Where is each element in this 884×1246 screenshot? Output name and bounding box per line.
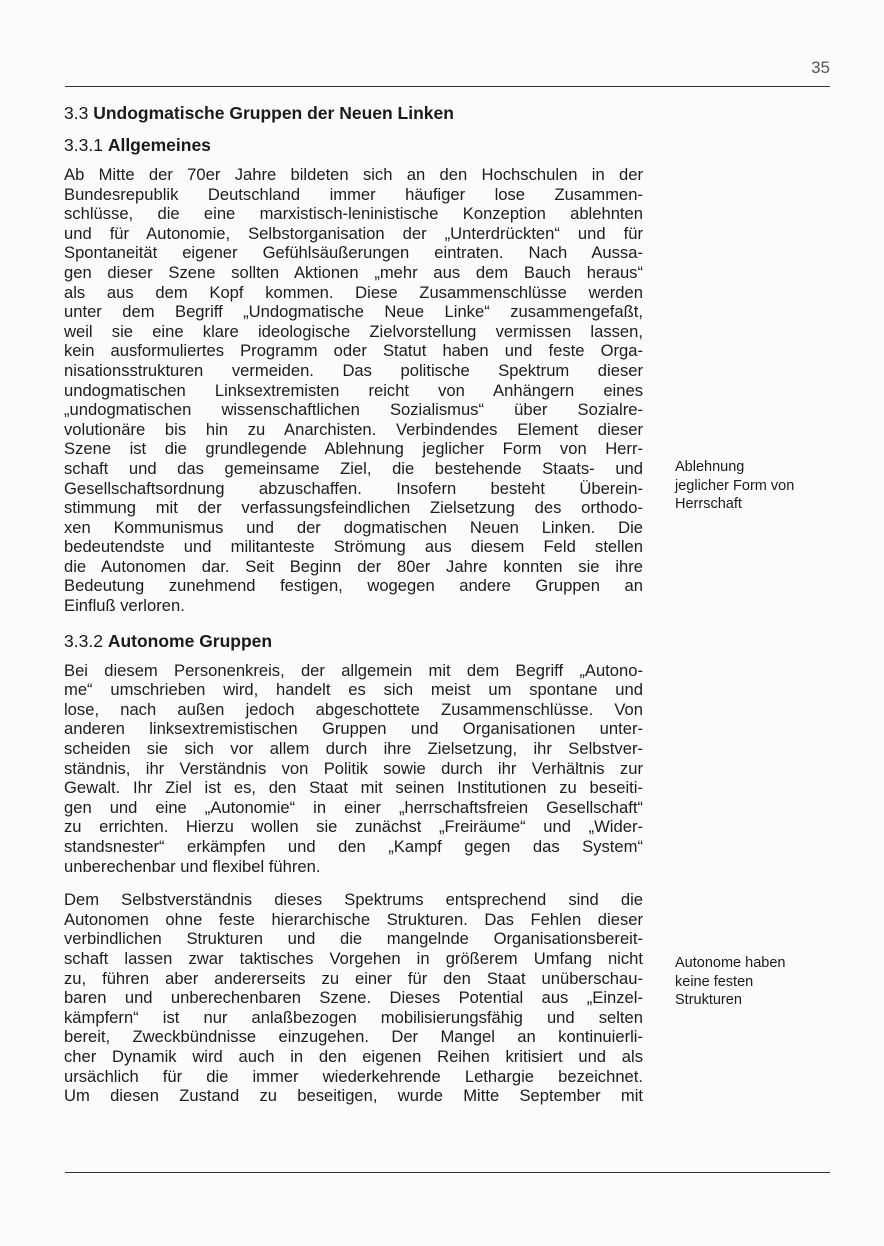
margin-note-line: Strukturen (675, 992, 742, 1008)
text-line: undogmatischen Linksextremisten reicht von Anhängern eines (64, 380, 643, 400)
text-line: die Autonomen dar. Seit Beginn der 80er Jahre konnten sie ihre (64, 556, 643, 576)
text-line: baren und unberechenbaren Szene. Dieses Potential aus „Einzel- (64, 988, 643, 1008)
text-line: schaft und das gemeinsame Ziel, die bestehende Staats- und (64, 458, 643, 478)
text-line: zu errichten. Hierzu wollen sie zunächst „Freiräume“ und „Wider- (64, 817, 643, 837)
text-line: ursächlich für die immer wiederkehrende Lethargie bezeichnet. (64, 1066, 643, 1086)
text-line: Ab Mitte der 70er Jahre bildeten sich an den Hochschulen in der (64, 165, 643, 184)
text-line: standsnester“ erkämpfen und den „Kampf gegen das System“ (64, 837, 643, 856)
text-line: zu, führen aber andererseits zu einer für den Staat unüberschau- (64, 968, 643, 988)
text-line: scheiden sie sich vor allem durch ihre Zielsetzung, ihr Selbstver- (64, 739, 643, 759)
text-line: Um diesen Zustand zu beseitigen, wurde Mitte September mit (64, 1086, 643, 1106)
text-line: me“ umschrieben wird, handelt es sich meist um spontane und (64, 680, 643, 700)
text-line: und für Autonomie, Selbstorganisation der „Unterdrückten“ und für (64, 223, 643, 243)
text-line: kämpfern“ ist nur anlaßbezogen mobilisierungsfähig und selten (64, 1007, 643, 1027)
text-line: bedeutendste und militanteste Strömung aus diesem Feld stellen (64, 537, 643, 557)
paragraph-autonome-1 (64, 661, 643, 877)
text-line: ständnis, ihr Verständnis von Politik sowie durch ihr Verhältnis zur (64, 758, 643, 778)
text-line: volutionäre bis hin zu Anarchisten. Verbindendes Element dieser (64, 419, 643, 439)
text-line: Bedeutung zunehmend festigen, wogegen andere Gruppen an (64, 576, 643, 596)
main-column (64, 102, 643, 1106)
text-line: als aus dem Kopf kommen. Diese Zusammenschlüsse werden (64, 282, 643, 302)
paragraph-autonome-2 (64, 890, 643, 1106)
margin-note-line: Ablehnung (675, 459, 745, 475)
text-line: unberechenbar und flexibel führen. (64, 856, 321, 876)
text-line: kein ausformuliertes Programm oder Statut haben und feste Orga- (64, 341, 643, 361)
text-line: schaft lassen zwar taktisches Vorgehen in größerem Umfang nicht (64, 948, 643, 968)
footer-rule (65, 1172, 830, 1173)
margin-note-line: keine festen (675, 973, 754, 990)
text-line: stimmung mit der verfassungsfeindlichen Zielsetzung des orthodo- (64, 498, 643, 518)
text-line: Szene ist die grundlegende Ablehnung jeglicher Form von Herr- (64, 439, 643, 459)
subsection-title: Autonome Gruppen (107, 630, 273, 651)
text-line: verbindlichen Strukturen und die mangelnde Organisationsbereit- (64, 929, 643, 949)
section-number: 3.3 (64, 103, 89, 123)
text-line: Bei diesem Personenkreis, der allgemein mit dem Begriff „Autono- (64, 660, 643, 680)
text-line: Dem Selbstverständnis dieses Spektrums entsprechend sind die (64, 890, 643, 910)
text-line: „undogmatischen wissenschaftlichen Sozialismus“ über Sozialre- (64, 400, 643, 420)
text-line: lose, nach außen jedoch abgeschottete Zusammenschlüsse. Von (64, 699, 643, 719)
subsection-title: Allgemeines (107, 135, 211, 155)
text-line: Gewalt. Ihr Ziel ist es, den Staat mit seinen Institutionen zu beseiti- (64, 778, 643, 798)
margin-note-autonome-strukturen (675, 954, 835, 1010)
page-number: 35 (811, 58, 830, 77)
text-line: anderen linksextremistischen Gruppen und Organisationen unter- (64, 719, 643, 739)
subsection-number: 3.3.1 (64, 135, 103, 155)
subsection-heading-autonome-gruppen (64, 630, 643, 652)
text-line: bereit, Zweckbündnisse einzugehen. Der Mangel an kontinuierli- (64, 1027, 643, 1047)
text-line: cher Dynamik wird auch in den eigenen Reihen kritisiert und als (64, 1046, 643, 1066)
text-line: unter dem Begriff „Undogmatische Neue Linke“ zusammengefaßt, (64, 302, 643, 322)
text-line: Spontaneität eigener Gefühlsäußerungen eintraten. Nach Aussa- (64, 243, 643, 263)
header-rule (65, 86, 830, 87)
margin-note-line: Autonome haben (675, 955, 786, 971)
section-title: Undogmatische Gruppen der Neuen Linken (93, 103, 454, 123)
text-line: Bundesrepublik Deutschland immer häufiger lose Zusammen- (64, 184, 643, 204)
margin-note-line: Herrschaft (675, 496, 742, 512)
text-line: nisationsstrukturen vermeiden. Das politische Spektrum dieser (64, 360, 643, 380)
text-line: Autonomen ohne feste hierarchische Strukturen. Das Fehlen dieser (64, 909, 643, 929)
section-heading (64, 102, 643, 124)
text-line: gen und eine „Autonomie“ in einer „herrschaftsfreien Gesellschaft“ (64, 797, 643, 817)
text-line: Gesellschaftsordnung abzuschaffen. Insofern besteht Überein- (64, 478, 643, 498)
text-line: Einfluß verloren. (64, 596, 185, 616)
margin-note-line: jeglicher Form von (675, 477, 795, 494)
subsection-number: 3.3.2 (64, 630, 103, 651)
text-line: schlüsse, die eine marxistisch-leninistische Konzeption ablehnten (64, 204, 643, 224)
subsection-heading-allgemeines (64, 134, 643, 156)
text-line: gen dieser Szene sollten Aktionen „mehr aus dem Bauch heraus“ (64, 262, 643, 282)
text-line: xen Kommunismus und der dogmatischen Neuen Linken. Die (64, 517, 643, 537)
margin-note-ablehnung (675, 458, 835, 514)
text-line: weil sie eine klare ideologische Zielvorstellung vermissen lassen, (64, 321, 643, 341)
paragraph-allgemeines (64, 165, 643, 616)
